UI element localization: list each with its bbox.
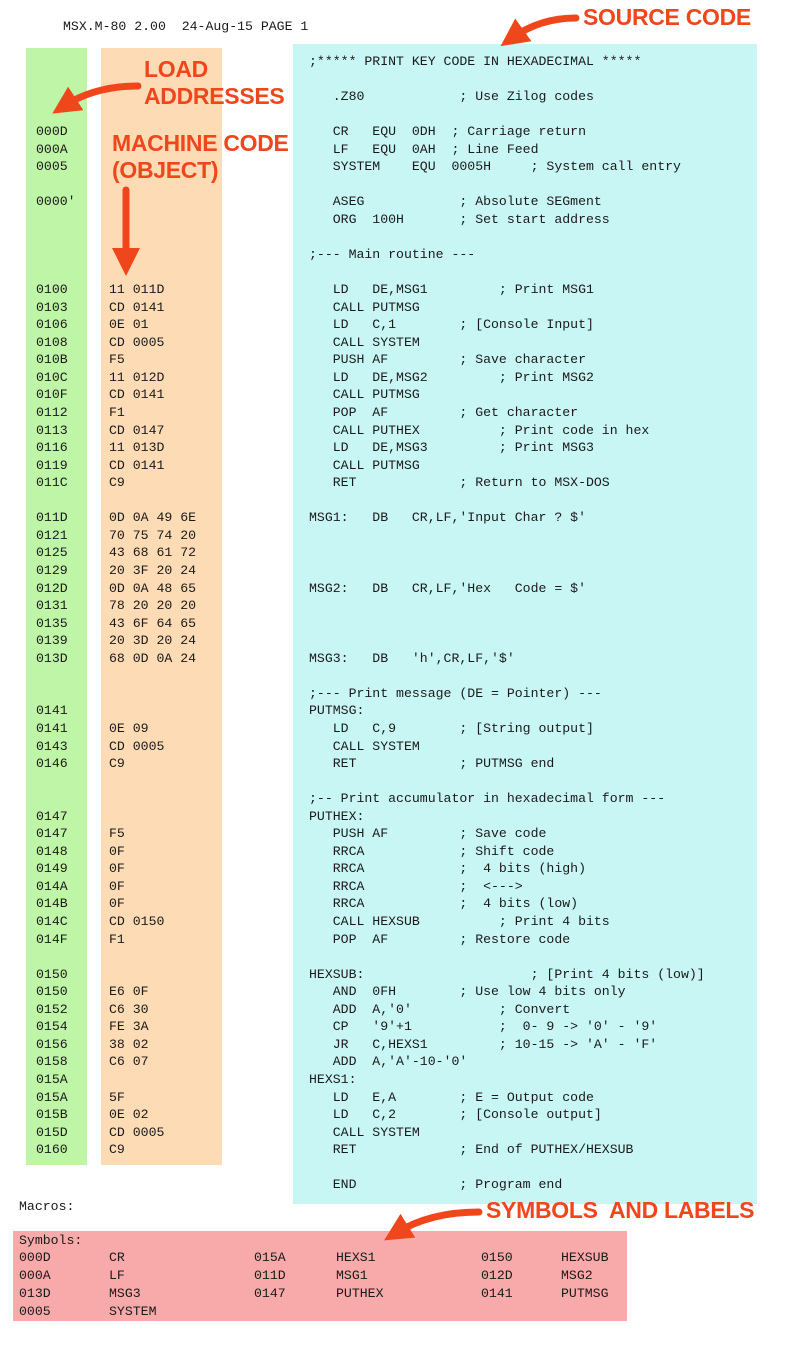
listing-source-line: CALL PUTMSG xyxy=(309,387,420,403)
listing-load-address: 0141 xyxy=(36,703,68,719)
listing-machine-code: 0F xyxy=(109,896,125,912)
listing-load-address: 0150 xyxy=(36,966,68,982)
listing-load-address: 0147 xyxy=(36,808,68,824)
listing-source-line: MSG1: DB CR,LF,'Input Char ? $' xyxy=(309,510,586,526)
listing-load-address: 0100 xyxy=(36,282,68,298)
listing-load-address: 000A xyxy=(36,141,68,157)
listing-machine-code: CD 0005 xyxy=(109,334,165,350)
listing-source-line: RET ; Return to MSX-DOS xyxy=(309,475,610,491)
listing-machine-code: F5 xyxy=(109,352,125,368)
listing-source-line: RET ; End of PUTHEX/HEXSUB xyxy=(309,1142,634,1158)
listing-source-line: LF EQU 0AH ; Line Feed xyxy=(309,141,539,157)
symbols-and-labels-callout: SYMBOLS AND LABELS xyxy=(486,1197,755,1223)
listing-source-line: CALL PUTMSG xyxy=(309,299,420,315)
macros-label: Macros: xyxy=(19,1199,75,1214)
source-code-callout: SOURCE CODE xyxy=(583,4,751,30)
symbol-name: MSG2 xyxy=(561,1268,593,1283)
listing-machine-code: C6 07 xyxy=(109,1054,149,1070)
symbol-address: 000D xyxy=(19,1250,51,1265)
listing-source-line: CALL SYSTEM xyxy=(309,1124,420,1140)
listing-load-address: 015D xyxy=(36,1124,68,1140)
listing-load-address: 0005 xyxy=(36,159,68,175)
listing-machine-code: 0F xyxy=(109,861,125,877)
listing-load-address: 0112 xyxy=(36,405,68,420)
listing-source-line: SYSTEM EQU 0005H ; System call entry xyxy=(309,159,681,175)
listing-load-address: 0135 xyxy=(36,615,68,631)
listing-machine-code: C9 xyxy=(109,1142,125,1158)
load-addresses-arrow xyxy=(64,86,138,106)
listing-machine-code: FE 3A xyxy=(109,1019,149,1035)
symbol-name: HEXSUB xyxy=(561,1250,609,1265)
symbol-name: CR xyxy=(109,1250,125,1265)
listing-machine-code: 38 02 xyxy=(109,1036,149,1052)
listing-load-address: 0149 xyxy=(36,861,68,877)
listing-source-line: RRCA ; 4 bits (low) xyxy=(309,896,579,912)
listing-load-address: 012D xyxy=(36,580,68,596)
listing-machine-code: 68 0D 0A 24 xyxy=(109,650,197,666)
listing-source-line: LD E,A ; E = Output code xyxy=(309,1089,594,1105)
listing-source-line: MSG3: DB 'h',CR,LF,'$' xyxy=(309,650,515,666)
symbol-address: 0147 xyxy=(254,1286,286,1301)
listing-machine-code: CD 0147 xyxy=(109,422,165,438)
listing-source-line: LD C,1 ; [Console Input] xyxy=(309,317,594,333)
symbol-name: MSG1 xyxy=(336,1268,368,1283)
listing-machine-code: CD 0141 xyxy=(109,457,165,473)
listing-source-line: ORG 100H ; Set start address xyxy=(309,212,610,227)
listing-load-address: 0146 xyxy=(36,756,68,771)
machine-code-callout: MACHINE CODE (OBJECT) xyxy=(112,130,289,183)
listing-source-line: RRCA ; 4 bits (high) xyxy=(309,861,586,877)
listing-machine-code: CD 0005 xyxy=(109,1124,165,1140)
symbol-name: LF xyxy=(109,1268,125,1283)
symbol-name: MSG3 xyxy=(109,1286,141,1301)
listing-machine-code: C9 xyxy=(109,756,125,771)
listing-load-address: 0143 xyxy=(36,738,68,754)
listing-load-address: 0141 xyxy=(36,720,68,736)
listing-machine-code: 70 75 74 20 xyxy=(109,527,197,543)
listing-machine-code: 20 3D 20 24 xyxy=(109,633,197,649)
listing-load-address: 0129 xyxy=(36,563,68,578)
listing-load-address: 0150 xyxy=(36,984,68,1000)
listing-source-line: CALL HEXSUB ; Print 4 bits xyxy=(309,914,610,929)
listing-source-line: MSG2: DB CR,LF,'Hex Code = $' xyxy=(309,580,586,596)
listing-load-address: 0139 xyxy=(36,633,68,649)
listing-load-address: 014B xyxy=(36,896,68,912)
listing-source-line: PUSH AF ; Save character xyxy=(309,352,586,368)
listing-source-line: POP AF ; Restore code xyxy=(309,931,571,947)
listing-page-header: MSX.M-80 2.00 24-Aug-15 PAGE 1 xyxy=(63,19,309,34)
listing-load-address: 0000' xyxy=(36,194,76,210)
listing-load-address: 0119 xyxy=(36,457,68,473)
listing-load-address: 000D xyxy=(36,124,68,140)
listing-source-line: END ; Program end xyxy=(309,1177,563,1193)
listing-load-address: 0103 xyxy=(36,299,68,315)
symbol-address: 0141 xyxy=(481,1286,513,1301)
listing-load-address: 0108 xyxy=(36,334,68,350)
listing-source-line: CP '9'+1 ; 0- 9 -> '0' - '9' xyxy=(309,1019,658,1035)
load-addresses-callout: LOAD ADDRESSES xyxy=(144,56,285,109)
symbol-name: SYSTEM xyxy=(109,1304,157,1319)
listing-source-line: LD DE,MSG2 ; Print MSG2 xyxy=(309,369,594,385)
listing-source-line: HEXS1: xyxy=(309,1071,357,1087)
listing-load-address: 0125 xyxy=(36,545,68,561)
listing-source-line: JR C,HEXS1 ; 10-15 -> 'A' - 'F' xyxy=(309,1036,658,1052)
listing-source-line: ADD A,'A'-10-'0' xyxy=(309,1054,468,1070)
listing-source-line: RET ; PUTMSG end xyxy=(309,756,555,771)
listing-load-address: 015A xyxy=(36,1089,68,1105)
listing-source-line: ;--- Print message (DE = Pointer) --- xyxy=(309,685,602,701)
listing-source-line: CALL PUTHEX ; Print code in hex xyxy=(309,422,650,438)
listing-load-address: 0147 xyxy=(36,826,68,842)
listing-source-line: ASEG ; Absolute SEGment xyxy=(309,194,602,210)
listing-machine-code: 20 3F 20 24 xyxy=(109,563,197,578)
listing-machine-code: 0F xyxy=(109,878,125,894)
listing-machine-code: F5 xyxy=(109,826,125,842)
listing-load-address: 010B xyxy=(36,352,68,368)
listing-source-line: .Z80 ; Use Zilog codes xyxy=(309,89,594,105)
listing-source-line: LD C,2 ; [Console output] xyxy=(309,1107,602,1122)
listing-source-line: LD DE,MSG3 ; Print MSG3 xyxy=(309,440,594,456)
listing-load-address: 0158 xyxy=(36,1054,68,1070)
listing-load-address: 0113 xyxy=(36,422,68,438)
listing-source-line: PUTMSG: xyxy=(309,703,365,719)
symbol-address: 0005 xyxy=(19,1304,51,1319)
symbol-address: 013D xyxy=(19,1286,51,1301)
listing-machine-code: 11 011D xyxy=(109,282,165,298)
listing-machine-code: F1 xyxy=(109,405,125,420)
symbols-label: Symbols: xyxy=(19,1233,83,1248)
listing-load-address: 0156 xyxy=(36,1036,68,1052)
symbols-arrow xyxy=(396,1212,479,1233)
listing-source-line: CALL PUTMSG xyxy=(309,457,420,473)
listing-source-line: PUSH AF ; Save code xyxy=(309,826,547,842)
symbol-address: 000A xyxy=(19,1268,51,1283)
symbol-address: 0150 xyxy=(481,1250,513,1265)
listing-load-address: 011D xyxy=(36,510,68,526)
listing-machine-code: 0D 0A 49 6E xyxy=(109,510,197,526)
listing-machine-code: 0E 09 xyxy=(109,720,149,736)
listing-source-line: ADD A,'0' ; Convert xyxy=(309,1001,571,1017)
listing-load-address: 015B xyxy=(36,1107,68,1122)
symbol-address: 015A xyxy=(254,1250,286,1265)
listing-load-address: 014F xyxy=(36,931,68,947)
listing-machine-code: 43 68 61 72 xyxy=(109,545,197,561)
listing-load-address: 0116 xyxy=(36,440,68,456)
listing-machine-code: CD 0005 xyxy=(109,738,165,754)
listing-source-line: LD C,9 ; [String output] xyxy=(309,720,594,736)
listing-machine-code: 5F xyxy=(109,1089,125,1105)
listing-machine-code: 0E 01 xyxy=(109,317,149,333)
listing-source-line: LD DE,MSG1 ; Print MSG1 xyxy=(309,282,594,298)
listing-source-line: HEXSUB: ; [Print 4 bits (low)] xyxy=(309,966,705,982)
symbol-name: HEXS1 xyxy=(336,1250,376,1265)
listing-source-line: ;***** PRINT KEY CODE IN HEXADECIMAL ***** xyxy=(309,54,642,69)
listing-machine-code: CD 0141 xyxy=(109,299,165,315)
listing-source-line: ;--- Main routine --- xyxy=(309,247,476,263)
listing-load-address: 011C xyxy=(36,475,68,491)
listing-load-address: 0154 xyxy=(36,1019,68,1035)
listing-load-address: 010C xyxy=(36,369,68,385)
listing-source-line: PUTHEX: xyxy=(309,808,365,824)
listing-machine-code: E6 0F xyxy=(109,984,149,1000)
listing-load-address: 010F xyxy=(36,387,68,403)
listing-source-line: POP AF ; Get character xyxy=(309,405,579,420)
listing-load-address: 0121 xyxy=(36,527,68,543)
listing-machine-code: 78 20 20 20 xyxy=(109,598,197,614)
listing-source-line: CR EQU 0DH ; Carriage return xyxy=(309,124,586,140)
listing-machine-code: 0D 0A 48 65 xyxy=(109,580,197,596)
listing-load-address: 0160 xyxy=(36,1142,68,1158)
listing-load-address: 0148 xyxy=(36,843,68,859)
symbol-name: PUTHEX xyxy=(336,1286,384,1301)
listing-source-line: ;-- Print accumulator in hexadecimal form --- xyxy=(309,791,666,807)
listing-source-line: CALL SYSTEM xyxy=(309,738,420,754)
listing-source-line: RRCA ; Shift code xyxy=(309,843,555,859)
listing-source-line: RRCA ; <---> xyxy=(309,878,523,894)
listing-load-address: 0152 xyxy=(36,1001,68,1017)
listing-machine-code: C6 30 xyxy=(109,1001,149,1017)
listing-load-address: 014A xyxy=(36,878,68,894)
listing-machine-code: C9 xyxy=(109,475,125,491)
listing-machine-code: CD 0141 xyxy=(109,387,165,403)
listing-load-address: 0106 xyxy=(36,317,68,333)
listing-machine-code: 0F xyxy=(109,843,125,859)
listing-source-line: AND 0FH ; Use low 4 bits only xyxy=(309,984,626,1000)
listing-load-address: 014C xyxy=(36,914,68,929)
listing-load-address: 013D xyxy=(36,650,68,666)
listing-load-address: 015A xyxy=(36,1071,68,1087)
listing-machine-code: 11 012D xyxy=(109,369,165,385)
listing-machine-code: 11 013D xyxy=(109,440,165,456)
listing-load-address: 0131 xyxy=(36,598,68,614)
symbol-address: 011D xyxy=(254,1268,286,1283)
listing-machine-code: 43 6F 64 65 xyxy=(109,615,197,631)
listing-machine-code: CD 0150 xyxy=(109,914,165,929)
listing-machine-code: F1 xyxy=(109,931,125,947)
listing-machine-code: 0E 02 xyxy=(109,1107,149,1122)
symbol-name: PUTMSG xyxy=(561,1286,609,1301)
symbol-address: 012D xyxy=(481,1268,513,1283)
listing-source-line: CALL SYSTEM xyxy=(309,334,420,350)
source-code-arrow xyxy=(512,18,576,38)
